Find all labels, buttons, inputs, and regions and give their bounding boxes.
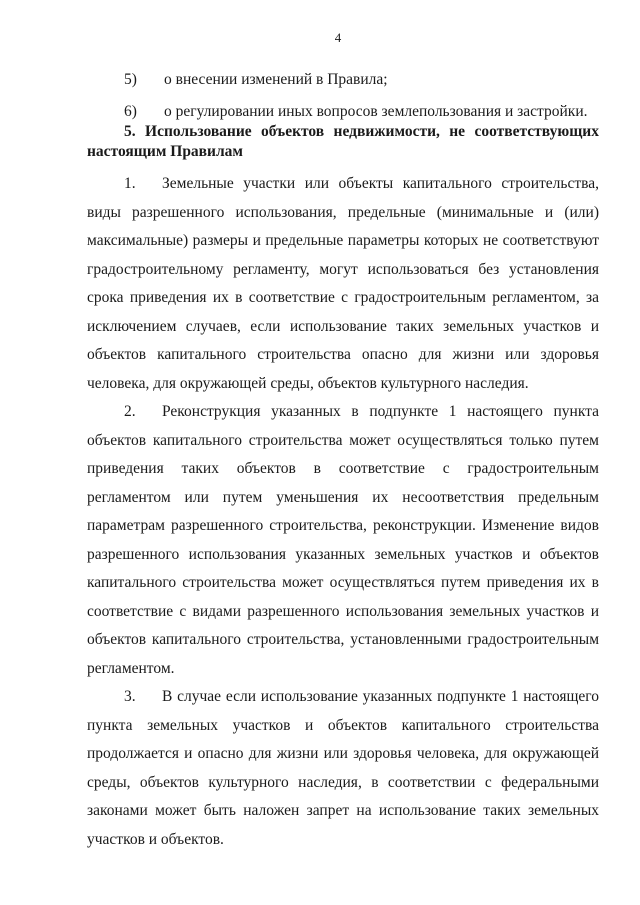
paragraph-text: Реконструкция указанных в подпункте 1 настоящего пункта объектов капитального строительства может осуществляться только путем приведения таких объектов в соответствие с градостроительным регламентом или путем уменьшения их несоответствия предельным параметрам разрешенного строительства, реконструкции. Изменение видов разрешенного использования указанных земельных участков и объектов капитального строительства может осуществляться путем приведения их в соответствие с видами разрешенного использования земельных участков и объектов капитального строительства, установленными градостроительным регламентом.	[87, 403, 599, 677]
paragraph-number: 1.	[124, 175, 136, 192]
section-heading-line-2: настоящим Правилам	[87, 143, 243, 160]
section-heading	[87, 122, 599, 162]
paragraph-text: В случае если использование указанных подпункте 1 настоящего пункта земельных участков и объектов капитального строительства продолжается и опасно для жизни или здоровья человека, для окружающей среды, объектов культурного наследия, в соответствии с федеральными законами может быть наложен запрет на использование таких земельных участков и объектов.	[87, 688, 599, 848]
section-body	[87, 170, 599, 854]
page-number: 4	[334, 30, 342, 45]
paragraph-3	[87, 683, 599, 854]
section-heading-line-1: 5. Использование объектов недвижимости, не соответствующих	[124, 123, 599, 140]
paragraph-2	[87, 398, 599, 683]
list-item	[124, 68, 588, 100]
paragraph-1	[87, 170, 599, 398]
paragraph-text: Земельные участки или объекты капитального строительства, виды разрешенного использования, предельные (минимальные и (или) максимальные) размеры и предельные параметры которых не соответствуют градостроительному регламенту, могут использоваться без установления срока приведения их в соответствие с градостроительным регламентом, за исключением случаев, если использование таких земельных участков и объектов капитального строительства опасно для жизни или здоровья человека, для окружающей среды, объектов культурного наследия.	[87, 175, 599, 392]
list-item-number: 5)	[124, 71, 137, 88]
list-item-text: о внесении изменений в Правила;	[164, 71, 388, 88]
list-item-text: о регулировании иных вопросов землепользования и застройки.	[164, 103, 588, 120]
paragraph-number: 2.	[124, 403, 136, 420]
list-item-number: 6)	[124, 103, 137, 120]
paragraph-number: 3.	[124, 688, 136, 705]
